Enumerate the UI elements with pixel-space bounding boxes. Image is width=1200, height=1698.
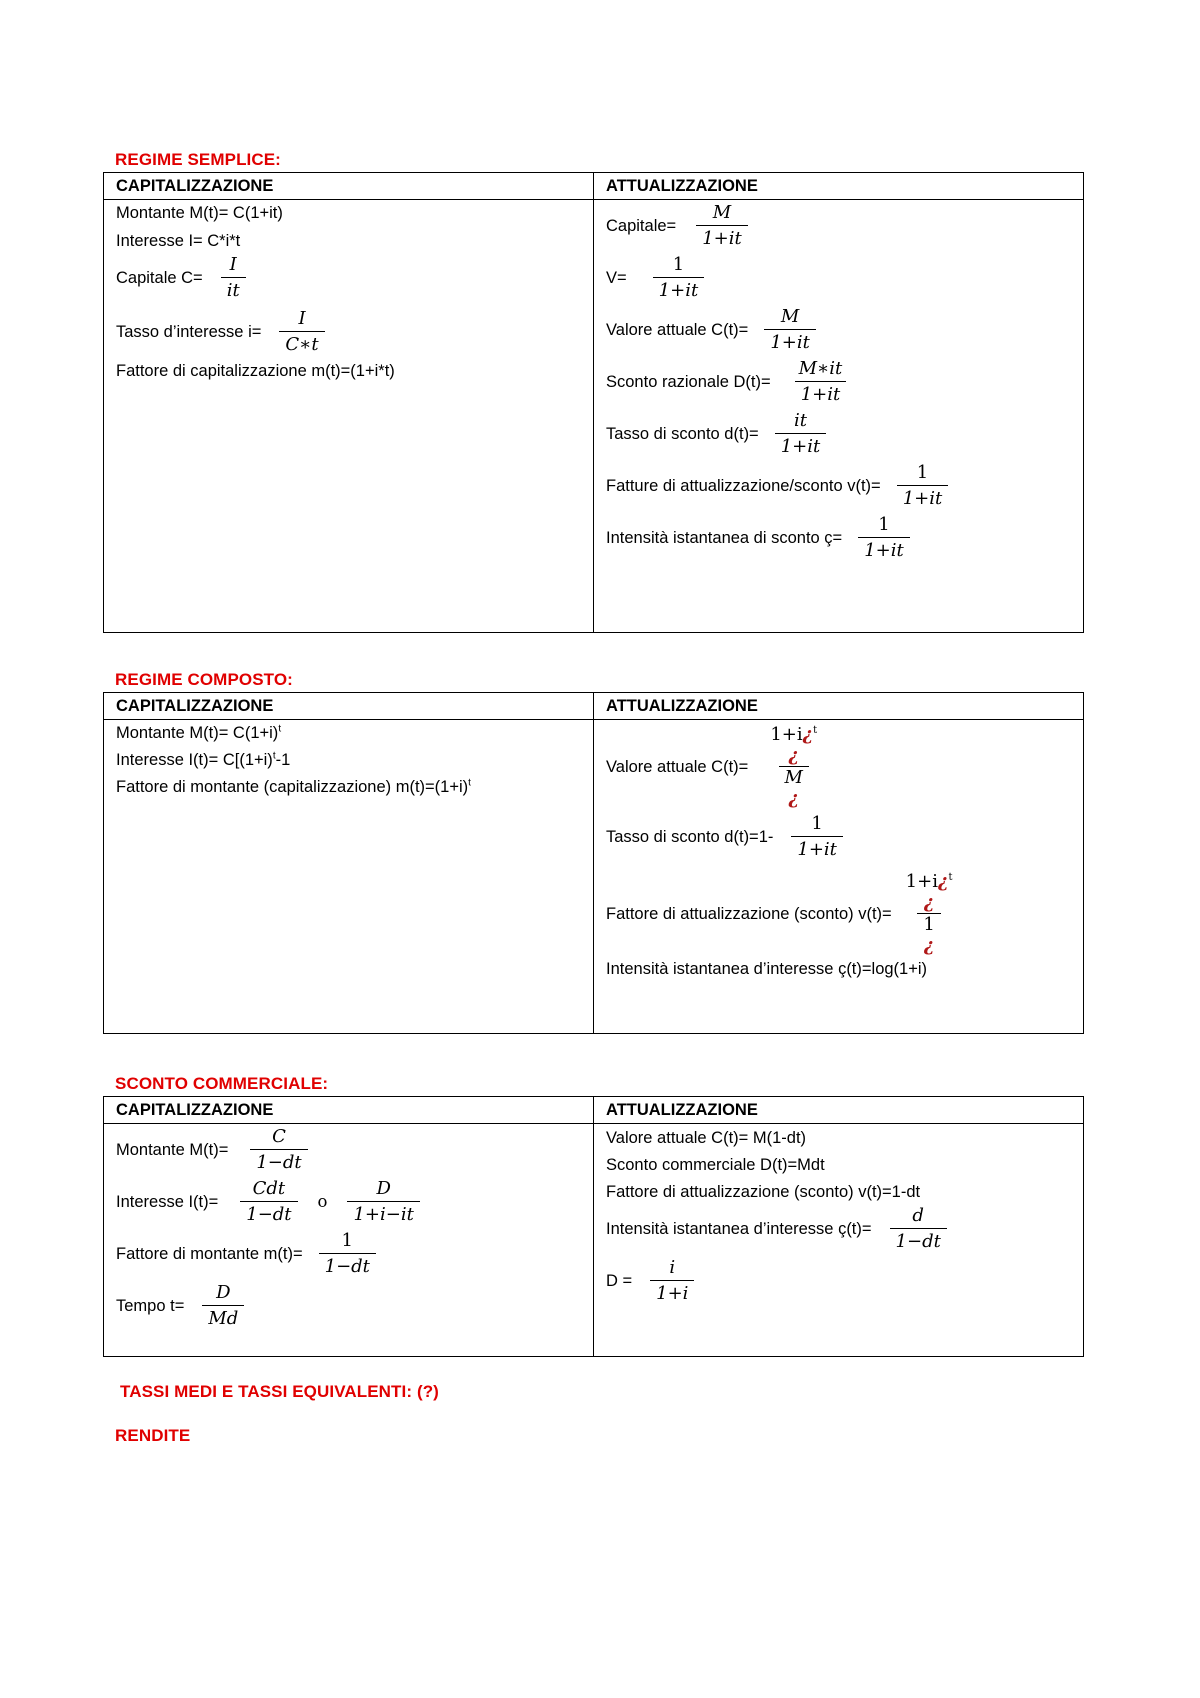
header-attualizzazione: ATTUALIZZAZIONE [594,173,1084,200]
formula-label: Fatture di attualizzazione/sconto v(t)= [606,477,881,495]
formula-tempo [116,1282,593,1330]
numerator: Cdt [252,1178,286,1199]
formula-label: Valore attuale C(t)= [606,321,749,339]
fraction [202,1282,244,1330]
formula-label: Tasso di sconto d(t)=1- [606,828,774,846]
formula-label: Interesse I(t)= [116,1193,219,1211]
fraction [890,1205,947,1253]
glyph: ¿ [923,935,935,956]
denominator: 1+it [653,277,705,302]
formula-intensita-interesse [606,1205,1083,1253]
semplice-right-cell [594,200,1084,633]
formula-label: Tempo t= [116,1297,185,1315]
numerator: 1 [916,462,929,483]
formula-text: -1 [275,751,291,769]
formula-valore-attuale: Valore attuale C(t)= M(1-dt) [606,1129,807,1147]
formula-montante [116,722,593,744]
formula-or: o [317,1192,328,1211]
formula-label: Capitale= [606,217,677,235]
formula-label: Capitale C= [116,269,203,287]
denominator: 1+i−it [347,1201,419,1226]
fraction [764,306,816,354]
formula-fattore-montante [116,1230,593,1278]
section-title-rendite: RENDITE [115,1426,191,1445]
formula-capitale [116,254,593,302]
numerator: it [793,410,807,431]
stack-text: 1+i [770,724,803,745]
formula-fattore-attualizzazione [606,871,1083,956]
numerator: 1 [878,514,890,535]
glyph: ¿ [923,892,935,913]
fraction [347,1178,419,1226]
formula-interesse [116,1178,593,1226]
section-title-semplice: REGIME SEMPLICE: [115,150,281,169]
fraction [319,1230,376,1278]
stack-top [906,871,953,892]
header-capitalizzazione: CAPITALIZZAZIONE [104,173,594,200]
table-commerciale [103,1096,1084,1357]
numerator: D [216,1282,231,1303]
header-attualizzazione: ATTUALIZZAZIONE [594,1097,1084,1124]
formula-label: Sconto razionale D(t)= [606,373,771,391]
denominator: 1+it [775,433,827,458]
fraction [279,308,324,356]
denominator: 1+it [858,537,910,562]
stack-mid: M [779,766,809,788]
table-composto [103,692,1084,1034]
formula-label: V= [606,269,627,287]
fraction [650,1257,694,1305]
formula-intensita-interesse: Intensità istantanea d’interesse ç(t)=log(1+i) [606,960,928,978]
denominator: 1−dt [240,1201,297,1226]
numerator: M [780,306,800,327]
numerator: 1 [672,254,685,275]
section-title-tassi: TASSI MEDI E TASSI EQUIVALENTI: (?) [120,1382,439,1401]
formula-sconto-razionale [606,358,1083,406]
formula-tasso-interesse [116,308,593,356]
formula-stack [906,871,953,956]
formula-label: Tasso d’interesse i= [116,323,262,341]
formula-d [606,1257,1083,1305]
glyph: ¿ [788,788,800,809]
formula-label: Montante M(t)= [116,1141,229,1159]
formula-tasso-sconto [606,813,1083,861]
denominator: 1−dt [250,1149,307,1174]
composto-left-cell [104,720,594,1034]
table-semplice [103,172,1084,633]
commerciale-right-cell [594,1124,1084,1357]
denominator: 1+it [764,329,816,354]
exponent: t [272,750,276,762]
glyph: ¿ [937,871,949,892]
stack-top [770,724,817,745]
header-capitalizzazione: CAPITALIZZAZIONE [104,693,594,720]
exponent: t [468,777,471,789]
formula-label: Fattore di montante m(t)= [116,1245,303,1263]
header-attualizzazione: ATTUALIZZAZIONE [594,693,1084,720]
section-title-commerciale: SCONTO COMMERCIALE: [115,1074,329,1093]
numerator: C [272,1126,286,1147]
fraction [240,1178,297,1226]
exponent: t [813,725,818,736]
composto-right-cell [594,720,1084,1034]
formula-text: Montante M(t)= C(1+i) [116,724,279,742]
formula-valore-attuale [606,724,1083,809]
stack-text: 1+i [905,871,938,892]
denominator: C∗t [279,331,324,356]
section-title-composto: REGIME COMPOSTO: [115,670,293,689]
exponent: t [278,723,282,735]
numerator: I [229,254,237,275]
fraction [858,514,910,562]
formula-label: D = [606,1272,633,1290]
denominator: Md [202,1305,244,1330]
semplice-left-cell [104,200,594,633]
formula-sconto-commerciale: Sconto commerciale D(t)=Mdt [606,1156,825,1174]
fraction [221,254,246,302]
numerator: d [912,1205,924,1226]
numerator: M [712,202,732,223]
stack-mid: 1 [917,913,940,935]
denominator: it [221,277,246,302]
numerator: 1 [811,813,823,834]
fraction [897,462,949,510]
formula-tasso-sconto [606,410,1083,458]
numerator: D [376,1178,391,1199]
formula-label: Valore attuale C(t)= [606,757,749,776]
fraction [653,254,705,302]
formula-intensita-sconto [606,514,1083,562]
formula-montante: Montante M(t)= C(1+it) [116,204,283,222]
formula-label: Fattore di attualizzazione (sconto) v(t)= [606,904,892,923]
formula-label: Tasso di sconto d(t)= [606,425,759,443]
formula-fattore-attualizzazione: Fattore di attualizzazione (sconto) v(t)=1-dt [606,1183,921,1201]
numerator: I [298,308,306,329]
formula-fattore-montante [116,776,593,798]
formula-text: Fattore di montante (capitalizzazione) m(t)=(1+i) [116,778,469,796]
fraction [793,358,849,406]
glyph: ¿ [802,724,814,745]
formula-label: Intensità istantanea d’interesse ç(t)= [606,1220,872,1238]
denominator: 1+i [650,1280,694,1305]
denominator: 1+it [696,225,748,250]
exponent: t [948,872,953,883]
formula-v [606,254,1083,302]
numerator: M∗it [798,358,843,379]
denominator: 1+it [795,381,847,406]
formula-montante [116,1126,593,1174]
numerator: 1 [341,1230,353,1251]
fraction [775,410,827,458]
formula-stack [770,724,817,809]
formula-fattore-capitalizzazione: Fattore di capitalizzazione m(t)=(1+i*t) [116,362,395,380]
denominator: 1+it [897,485,949,510]
header-capitalizzazione: CAPITALIZZAZIONE [104,1097,594,1124]
formula-text: Interesse I(t)= C[(1+i) [116,751,273,769]
formula-capitale-attuale [606,202,1083,250]
formula-interesse: Interesse I= C*i*t [116,232,241,250]
denominator: 1+it [791,836,843,861]
commerciale-left-cell [104,1124,594,1357]
denominator: 1−dt [890,1228,947,1253]
fraction [791,813,843,861]
formula-valore-attuale [606,306,1083,354]
numerator: i [669,1257,676,1278]
fraction [696,202,748,250]
formula-interesse [116,749,593,771]
formula-label: Intensità istantanea di sconto ç= [606,529,843,547]
glyph: ¿ [788,745,800,766]
denominator: 1−dt [319,1253,376,1278]
fraction [250,1126,307,1174]
formula-fatture-attualizzazione [606,462,1083,510]
